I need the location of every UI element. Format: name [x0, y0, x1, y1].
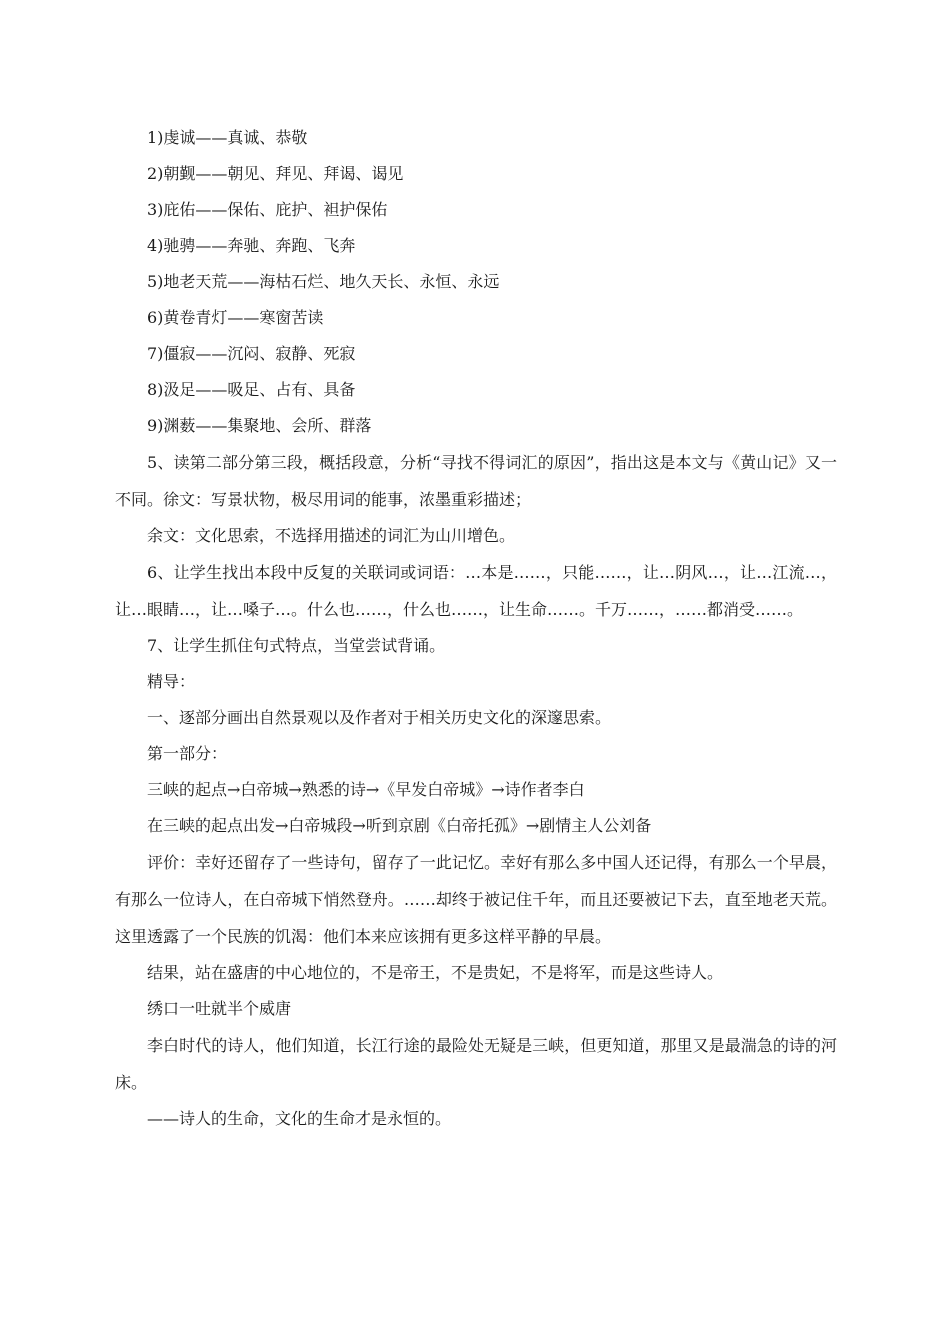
conclusion-line: ——诗人的生命，文化的生命才是永恒的。	[147, 1109, 452, 1128]
paragraph-5-yu: 余文：文化思索，不选择用描述的词汇为山川增色。	[147, 526, 516, 545]
vocab-item-8: 8)汲足——吸足、占有、具备	[147, 380, 356, 399]
libai-paragraph: 李白时代的诗人，他们知道，长江行途的最险处无疑是三峡，但更知道，那里又是最湍急的诗的河床。	[115, 1036, 837, 1092]
document-body	[115, 120, 837, 1137]
chain-1: 三峡的起点→白帝城→熟悉的诗→《早发白帝城》→诗作者李白	[147, 780, 585, 799]
chain-2: 在三峡的起点出发→白帝城段→听到京剧《白帝托孤》→剧情主人公刘备	[147, 816, 652, 835]
vocab-item-6: 6)黄卷青灯——寒窗苦读	[147, 308, 324, 327]
vocab-item-1: 1)虔诚——真诚、恭敬	[147, 128, 308, 147]
result-paragraph: 结果，站在盛唐的中心地位的，不是帝王，不是贵妃，不是将军，而是这些诗人。	[147, 963, 724, 982]
vocab-item-9: 9)渊薮——集聚地、会所、群落	[147, 416, 372, 435]
paragraph-5: 5、读第二部分第三段，概括段意，分析“寻找不得词汇的原因”，指出这是本文与《黄山记》又一不同。徐文：写景状物，极尽用词的能事，浓墨重彩描述；	[115, 453, 837, 509]
xiukou-line: 绣口一吐就半个威唐	[147, 999, 292, 1018]
vocab-item-2: 2)朝觐——朝见、拜见、拜谒、谒见	[147, 164, 404, 183]
vocab-item-3: 3)庇佑——保佑、庇护、袒护保佑	[147, 200, 388, 219]
section-1-heading: 一、逐部分画出自然景观以及作者对于相关历史文化的深邃思索。	[147, 708, 612, 727]
vocab-item-5: 5)地老天荒——海枯石烂、地久天长、永恒、永远	[147, 272, 500, 291]
evaluation-paragraph: 评价：幸好还留存了一些诗句，留存了一此记忆。幸好有那么多中国人还记得，有那么一个早晨，有那么一位诗人，在白帝城下悄然登舟。……却终于被记住千年，而且还要被记下去，直至地老天荒。这里透露了一个民族的饥渴：他们本来应该拥有更多这样平静的早晨。	[115, 853, 837, 946]
jingdao-heading: 精导：	[147, 672, 196, 691]
vocab-item-7: 7)僵寂——沉闷、寂静、死寂	[147, 344, 356, 363]
paragraph-6: 6、让学生找出本段中反复的关联词或词语：…本是……，只能……，让…阴风…，让…江流…，让…眼睛…，让…嗓子…。什么也……，什么也……，让生命……。千万……，……都消受……。	[115, 563, 837, 619]
vocab-item-4: 4)驰骋——奔驰、奔跑、飞奔	[147, 236, 356, 255]
part-1-heading: 第一部分：	[147, 744, 228, 763]
paragraph-7: 7、让学生抓住句式特点，当堂尝试背诵。	[147, 636, 446, 655]
